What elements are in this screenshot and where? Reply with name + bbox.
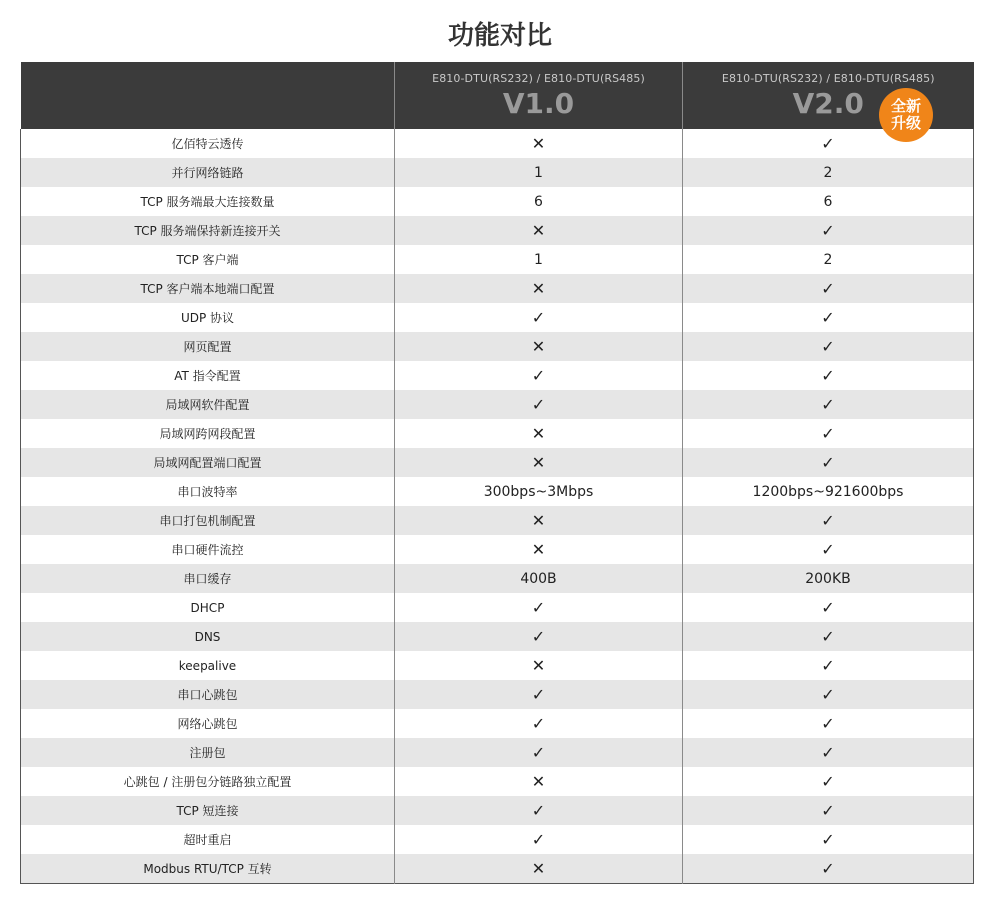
table-row (21, 129, 974, 158)
v2-value-check-icon: ✓ (683, 651, 974, 680)
table-row (21, 622, 974, 651)
v2-column-header (683, 62, 974, 132)
feature-cell: 网络心跳包 (21, 709, 395, 738)
v1-value-cross-icon: ✕ (395, 332, 683, 361)
v1-value-check-icon: ✓ (395, 796, 683, 825)
table-row (21, 419, 974, 448)
feature-cell: 串口硬件流控 (21, 535, 395, 564)
v2-value-check-icon: ✓ (683, 738, 974, 767)
table-row (21, 593, 974, 622)
feature-cell: Modbus RTU/TCP 互转 (21, 854, 395, 883)
v2-value-check-icon: ✓ (683, 535, 974, 564)
v1-value-check-icon: ✓ (395, 622, 683, 651)
v2-value-check-icon: ✓ (683, 622, 974, 651)
v2-value-check-icon: ✓ (683, 274, 974, 303)
feature-cell: 超时重启 (21, 825, 395, 854)
v2-value-check-icon: ✓ (683, 796, 974, 825)
table-row (21, 303, 974, 332)
v1-value-cross-icon: ✕ (395, 506, 683, 535)
v1-value-cell: 1 (395, 245, 683, 274)
v1-value-cross-icon: ✕ (395, 448, 683, 477)
feature-cell: TCP 服务端保持新连接开关 (21, 216, 395, 245)
v2-value-check-icon: ✓ (683, 825, 974, 854)
table-row (21, 709, 974, 738)
table-row (21, 187, 974, 216)
feature-cell: 亿佰特云透传 (21, 129, 395, 158)
v1-value-check-icon: ✓ (395, 738, 683, 767)
v1-value-cell: 400B (395, 564, 683, 593)
table-row (21, 767, 974, 796)
v2-value-check-icon: ✓ (683, 419, 974, 448)
v1-value-cross-icon: ✕ (395, 535, 683, 564)
feature-cell: 串口打包机制配置 (21, 506, 395, 535)
feature-cell: 网页配置 (21, 332, 395, 361)
feature-cell: 局域网配置端口配置 (21, 448, 395, 477)
feature-cell: 局域网软件配置 (21, 390, 395, 419)
feature-cell: TCP 客户端 (21, 245, 395, 274)
table-header-row (21, 62, 974, 129)
v1-value-cross-icon: ✕ (395, 854, 683, 883)
feature-cell: 串口缓存 (21, 564, 395, 593)
v1-value-cross-icon: ✕ (395, 419, 683, 448)
v1-value-cross-icon: ✕ (395, 129, 683, 158)
feature-cell: TCP 服务端最大连接数量 (21, 187, 395, 216)
page-title: 功能对比 (447, 21, 552, 51)
v1-value-cell: 1 (395, 158, 683, 187)
feature-cell: DNS (21, 622, 395, 651)
feature-cell: TCP 客户端本地端口配置 (21, 274, 395, 303)
v2-value-cell: 2 (683, 245, 974, 274)
feature-cell: 局域网跨网段配置 (21, 419, 395, 448)
table-row (21, 506, 974, 535)
v1-model-label: E810-DTU(RS232) / E810-DTU(RS485) (432, 72, 645, 85)
table-row (21, 680, 974, 709)
table-row (21, 390, 974, 419)
badge-line-1: 全新 (890, 97, 921, 115)
table-row (21, 738, 974, 767)
v2-value-check-icon: ✓ (683, 593, 974, 622)
feature-cell: UDP 协议 (21, 303, 395, 332)
table-row (21, 825, 974, 854)
feature-cell: keepalive (21, 651, 395, 680)
v1-value-check-icon: ✓ (395, 390, 683, 419)
feature-cell: 注册包 (21, 738, 395, 767)
v2-value-check-icon: ✓ (683, 332, 974, 361)
table-row (21, 796, 974, 825)
table-row (21, 245, 974, 274)
v2-version-label: V2.0 (792, 87, 864, 120)
v1-value-check-icon: ✓ (395, 825, 683, 854)
table-row (21, 564, 974, 593)
comparison-table (20, 62, 974, 884)
v1-value-check-icon: ✓ (395, 593, 683, 622)
v1-value-cross-icon: ✕ (395, 767, 683, 796)
feature-cell: TCP 短连接 (21, 796, 395, 825)
v2-value-cell: 6 (683, 187, 974, 216)
v2-value-cell: 2 (683, 158, 974, 187)
badge-line-2: 升级 (890, 114, 921, 132)
feature-cell: 串口波特率 (21, 477, 395, 506)
v2-value-check-icon: ✓ (683, 854, 974, 883)
table-row (21, 332, 974, 361)
v1-value-cross-icon: ✕ (395, 274, 683, 303)
v2-model-label: E810-DTU(RS232) / E810-DTU(RS485) (721, 72, 935, 85)
v1-version-label: V1.0 (502, 87, 575, 120)
v2-value-check-icon: ✓ (683, 390, 974, 419)
v1-column-header (395, 62, 683, 129)
v2-value-check-icon: ✓ (683, 448, 974, 477)
v1-value-cross-icon: ✕ (395, 216, 683, 245)
table-row (21, 535, 974, 564)
v1-value-cell: 300bps~3Mbps (395, 477, 683, 506)
feature-cell: DHCP (21, 593, 395, 622)
v2-value-check-icon: ✓ (683, 216, 974, 245)
v2-value-check-icon: ✓ (683, 303, 974, 332)
v2-value-check-icon: ✓ (683, 709, 974, 738)
table-row (21, 216, 974, 245)
v1-value-check-icon: ✓ (395, 303, 683, 332)
v2-value-check-icon: ✓ (683, 767, 974, 796)
v2-value-check-icon: ✓ (683, 680, 974, 709)
feature-cell: 心跳包 / 注册包分链路独立配置 (21, 767, 395, 796)
new-upgrade-badge (879, 88, 933, 142)
table-row (21, 448, 974, 477)
feature-column-header (21, 62, 395, 129)
v2-value-check-icon: ✓ (683, 506, 974, 535)
v2-value-cell: 200KB (683, 564, 974, 593)
table-row (21, 854, 974, 883)
table-row (21, 361, 974, 390)
v1-value-check-icon: ✓ (395, 361, 683, 390)
feature-cell: AT 指令配置 (21, 361, 395, 390)
feature-cell: 串口心跳包 (21, 680, 395, 709)
v1-value-check-icon: ✓ (395, 680, 683, 709)
v1-value-check-icon: ✓ (395, 709, 683, 738)
table-row (21, 158, 974, 187)
table-row (21, 477, 974, 506)
table-row (21, 274, 974, 303)
v2-value-check-icon: ✓ (683, 361, 974, 390)
v2-value-check-icon: ✓ (683, 129, 974, 158)
v1-value-cell: 6 (395, 187, 683, 216)
table-row (21, 651, 974, 680)
v2-value-cell: 1200bps~921600bps (683, 477, 974, 506)
v1-value-cross-icon: ✕ (395, 651, 683, 680)
feature-cell: 并行网络链路 (21, 158, 395, 187)
